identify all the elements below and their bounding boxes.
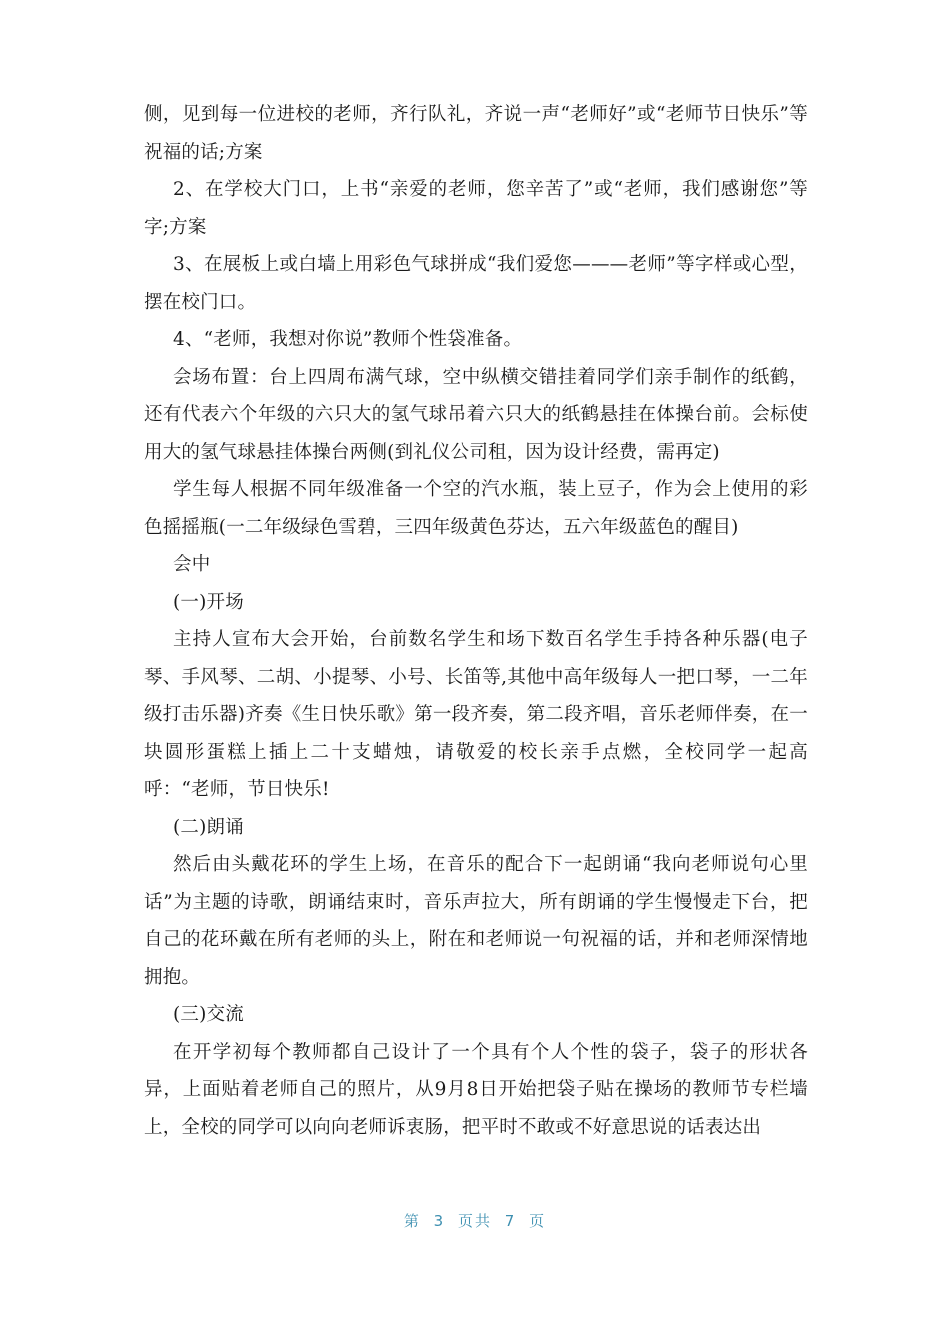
document-body xyxy=(144,96,808,1146)
footer-current-page: 3 xyxy=(433,1212,446,1230)
section-heading: (三)交流 xyxy=(173,1004,244,1025)
footer-total-pages: 7 xyxy=(504,1212,517,1230)
paragraph: 学生每人根据不同年级准备一个空的汽水瓶，装上豆子，作为会上使用的彩色摇摇瓶(一二年级绿色雪碧，三四年级黄色芬达，五六年级蓝色的醒目) xyxy=(144,479,808,538)
paragraph: 在开学初每个教师都自己设计了一个具有个人个性的袋子，袋子的形状各异，上面贴着老师自己的照片，从9月8日开始把袋子贴在操场的教师节专栏墙上，全校的同学可以向向老师诉衷肠，把平时不敢或不好意思说的话表达出 xyxy=(144,1041,808,1138)
footer-middle: 页共 xyxy=(457,1212,492,1230)
section-heading: (二)朗诵 xyxy=(173,816,244,838)
footer-prefix: 第 xyxy=(403,1212,421,1230)
section-heading: 会中 xyxy=(173,554,211,575)
paragraph: 2、在学校大门口，上书“亲爱的老师，您辛苦了”或“老师，我们感谢您”等字;方案 xyxy=(144,179,808,238)
paragraph: 侧，见到每一位进校的老师，齐行队礼，齐说一声“老师好”或“老师节日快乐”等祝福的话;方案 xyxy=(144,104,808,163)
footer-suffix: 页 xyxy=(529,1212,547,1230)
paragraph: 3、在展板上或白墙上用彩色气球拼成“我们爱您———老师”等字样或心型，摆在校门口。 xyxy=(144,254,808,313)
page-footer xyxy=(0,1210,950,1231)
paragraph: 会场布置：台上四周布满气球，空中纵横交错挂着同学们亲手制作的纸鹤，还有代表六个年级的六只大的氢气球吊着六只大的纸鹤悬挂在体操台前。会标使用大的氢气球悬挂体操台两侧(到礼仪公司租，因为设计经费，需再定) xyxy=(144,366,808,463)
paragraph: 4、“老师，我想对你说”教师个性袋准备。 xyxy=(173,329,523,350)
section-heading: (一)开场 xyxy=(173,591,244,613)
paragraph: 主持人宣布大会开始，台前数名学生和场下数百名学生手持各种乐器(电子琴、手风琴、二胡、小提琴、小号、长笛等,其他中高年级每人一把口琴，一二年级打击乐器)齐奏《生日快乐歌》第一段齐奏，第二段齐唱，音乐老师伴奏，在一块圆形蛋糕上插上二十支蜡烛，请敬爱的校长亲手点燃，全校同学一起高呼：“老师，节日快乐! xyxy=(144,629,808,800)
paragraph: 然后由头戴花环的学生上场，在音乐的配合下一起朗诵“我向老师说句心里话”为主题的诗歌，朗诵结束时，音乐声拉大，所有朗诵的学生慢慢走下台，把自己的花环戴在所有老师的头上，附在和老师说一句祝福的话，并和老师深情地拥抱。 xyxy=(144,854,808,988)
